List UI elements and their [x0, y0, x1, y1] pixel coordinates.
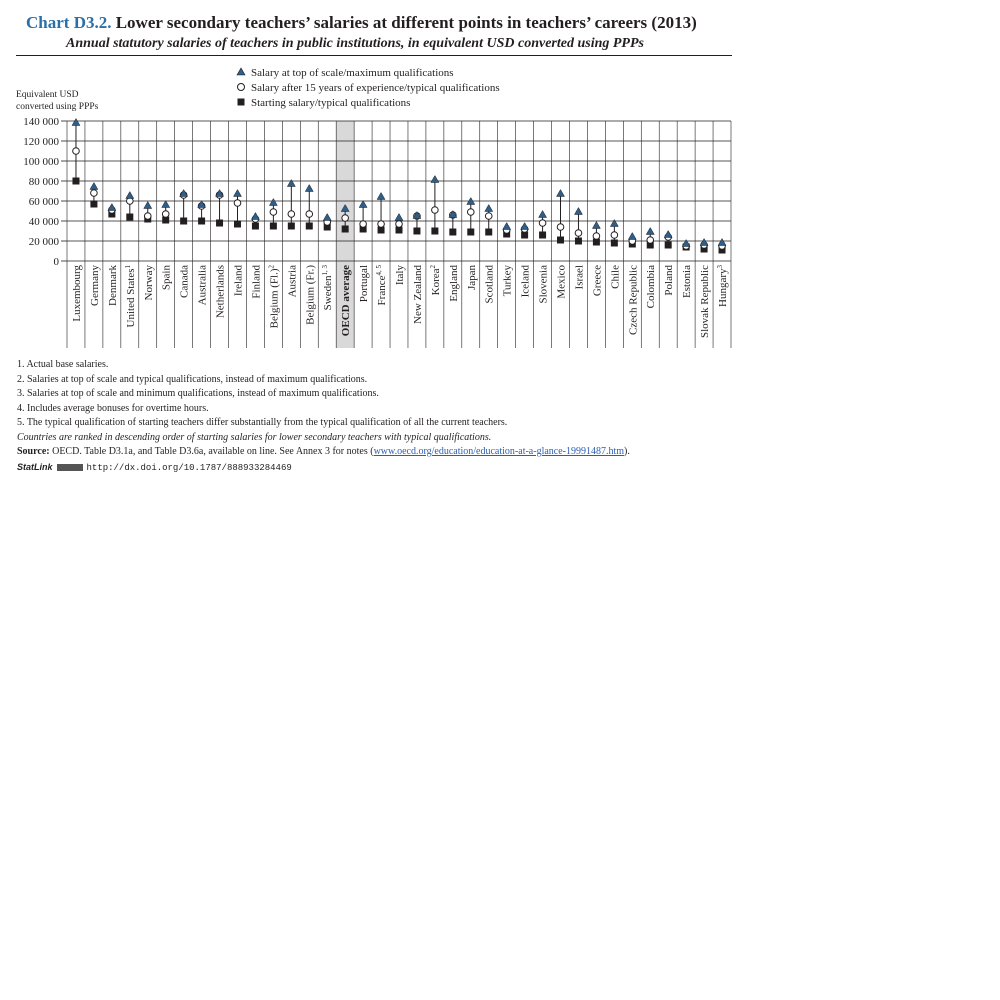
category-label: Denmark	[106, 265, 119, 306]
source-line	[17, 445, 630, 460]
marker-15-years	[91, 190, 98, 197]
marker-top-of-scale	[162, 201, 170, 208]
source-link[interactable]: www.oecd.org/education/education-at-a-glance-19991487.htm	[373, 446, 625, 457]
marker-starting-salary	[665, 242, 672, 249]
marker-top-of-scale	[682, 240, 690, 247]
category-label: England	[447, 265, 460, 302]
note-4: 4. Includes average bonuses for overtime hours.	[17, 402, 209, 414]
marker-top-of-scale	[287, 180, 295, 187]
category-label: Ireland	[232, 265, 245, 297]
marker-top-of-scale	[646, 228, 654, 235]
category-label: OECD average	[340, 265, 353, 337]
category-label: Germany	[88, 265, 101, 306]
marker-top-of-scale	[269, 199, 277, 206]
source-text: OECD. Table D3.1a, and Table D3.6a, available on line. See Annex 3 for notes (	[52, 446, 374, 457]
marker-starting-salary	[288, 223, 295, 230]
marker-15-years	[647, 237, 654, 244]
marker-starting-salary	[342, 226, 349, 233]
marker-starting-salary	[126, 214, 133, 221]
category-label: Spain	[160, 265, 173, 291]
marker-15-years	[162, 211, 169, 218]
category-label: Australia	[196, 265, 209, 306]
category-label: Chile	[609, 265, 622, 289]
category-label: Scotland	[483, 265, 496, 304]
marker-starting-salary	[72, 178, 79, 185]
chart-title-row	[26, 13, 697, 33]
statlink-logo-icon	[57, 464, 83, 471]
note-5: 5. The typical qualification of starting teachers differ substantially from the typical qualification of all the current teachers.	[17, 417, 508, 428]
marker-15-years	[360, 221, 367, 228]
y-tick-label: 140 000	[23, 116, 59, 128]
category-label: Poland	[663, 265, 676, 296]
marker-top-of-scale	[557, 190, 565, 197]
y-axis-title: Equivalent USD converted using PPPs	[16, 90, 99, 112]
category-label: Iceland	[519, 265, 532, 298]
category-label: Norway	[142, 265, 155, 301]
chart-subtitle: Annual statutory salaries of teachers in public institutions, in equivalent USD converted using PPPs	[66, 36, 644, 51]
marker-top-of-scale	[359, 201, 367, 208]
category-label: Luxembourg	[70, 265, 83, 322]
marker-15-years	[485, 213, 492, 220]
marker-top-of-scale	[503, 223, 511, 230]
marker-starting-salary	[252, 223, 259, 230]
category-label: Mexico	[555, 265, 568, 299]
marker-top-of-scale	[700, 239, 708, 246]
chart-notes	[17, 358, 630, 475]
title-divider	[16, 55, 732, 56]
statlink-url[interactable]: http://dx.doi.org/10.1787/888933284469	[86, 462, 292, 473]
y-tick-label: 0	[53, 256, 59, 268]
y-tick-label: 60 000	[28, 196, 59, 208]
marker-top-of-scale	[72, 119, 80, 126]
category-label: Belgium (Fr.)	[304, 265, 317, 325]
marker-top-of-scale	[251, 213, 259, 220]
marker-top-of-scale	[592, 222, 600, 229]
legend-label: Salary after 15 years of experience/typical qualifications	[251, 82, 500, 94]
marker-15-years	[593, 233, 600, 240]
marker-15-years	[73, 148, 80, 155]
category-label: Finland	[250, 265, 263, 299]
marker-15-years	[306, 211, 313, 218]
marker-top-of-scale	[485, 205, 493, 212]
marker-starting-salary	[539, 232, 546, 239]
y-tick-label: 100 000	[23, 156, 59, 168]
marker-15-years	[288, 211, 295, 218]
category-label: Korea$^2$	[428, 265, 442, 296]
category-label: Japan	[465, 265, 478, 291]
marker-top-of-scale	[323, 214, 331, 221]
category-label: Sweden$^{1, 3}$	[321, 265, 335, 311]
marker-15-years	[539, 220, 546, 227]
legend-triangle-icon	[237, 68, 245, 75]
marker-top-of-scale	[628, 233, 636, 240]
category-label: United States$^1$	[123, 265, 137, 328]
chart-number: Chart D3.2.	[26, 13, 112, 32]
marker-top-of-scale	[126, 192, 134, 199]
marker-top-of-scale	[90, 183, 98, 190]
marker-starting-salary	[180, 218, 187, 225]
marker-starting-salary	[306, 223, 313, 230]
category-label: Hungary$^3$	[716, 265, 730, 307]
category-label: Estonia	[681, 265, 694, 298]
marker-15-years	[611, 232, 618, 239]
marker-top-of-scale	[108, 204, 116, 211]
category-label: Czech Republic	[627, 265, 640, 335]
marker-top-of-scale	[233, 190, 241, 197]
ranking-note: Countries are ranked in descending order of starting salaries for lower secondary teachers with typical qualifications.	[17, 431, 492, 443]
marker-starting-salary	[467, 229, 474, 236]
marker-starting-salary	[198, 218, 205, 225]
marker-top-of-scale	[395, 214, 403, 221]
marker-15-years	[342, 215, 349, 222]
marker-top-of-scale	[377, 193, 385, 200]
y-tick-label: 20 000	[28, 236, 59, 248]
statlink-line	[17, 460, 630, 476]
marker-top-of-scale	[521, 223, 529, 230]
marker-top-of-scale	[144, 202, 152, 209]
statlink-label: StatLink	[17, 461, 53, 472]
category-label: Austria	[286, 265, 299, 298]
marker-top-of-scale	[610, 220, 618, 227]
category-label: Belgium $(Fl.)^2$	[267, 265, 281, 329]
marker-starting-salary	[216, 220, 223, 227]
marker-top-of-scale	[718, 239, 726, 246]
marker-starting-salary	[90, 201, 97, 208]
marker-starting-salary	[485, 229, 492, 236]
marker-starting-salary	[431, 228, 438, 235]
marker-15-years	[575, 230, 582, 237]
y-tick-label: 120 000	[23, 136, 59, 148]
chart-title: Lower secondary teachers’ salaries at different points in teachers’ careers (2013)	[115, 13, 697, 32]
marker-15-years	[432, 207, 439, 214]
category-label: Portugal	[358, 265, 371, 303]
marker-starting-salary	[611, 240, 618, 247]
marker-starting-salary	[575, 238, 582, 245]
chart	[0, 0, 1000, 360]
category-label: Canada	[178, 265, 191, 298]
category-label: Italy	[394, 265, 406, 286]
source-end: ).	[624, 446, 630, 457]
marker-top-of-scale	[305, 185, 313, 192]
category-label: Greece	[591, 265, 604, 297]
marker-15-years	[467, 209, 474, 216]
marker-starting-salary	[234, 221, 241, 228]
marker-15-years	[378, 221, 385, 228]
category-label: Slovenia	[537, 265, 550, 304]
marker-15-years	[557, 224, 564, 231]
note-3: 3. Salaries at top of scale and minimum qualifications, instead of maximum qualifications.	[17, 388, 379, 399]
y-tick-label: 80 000	[28, 176, 59, 188]
marker-top-of-scale	[664, 231, 672, 238]
category-label: France$^{4, 5}$	[375, 265, 389, 306]
marker-15-years	[234, 200, 241, 207]
marker-top-of-scale	[539, 211, 547, 218]
note-2: 2. Salaries at top of scale and typical qualifications, instead of maximum qualifications.	[17, 373, 368, 385]
category-label: New Zealand	[411, 265, 424, 324]
note-1: 1. Actual base salaries.	[17, 359, 109, 370]
marker-15-years	[144, 213, 151, 220]
marker-starting-salary	[270, 223, 277, 230]
category-label: Israel	[573, 265, 586, 290]
marker-15-years	[270, 209, 277, 216]
legend-square-icon	[238, 99, 245, 106]
legend-label: Salary at top of scale/maximum qualifications	[251, 67, 454, 79]
marker-top-of-scale	[431, 176, 439, 183]
legend-label: Starting salary/typical qualifications	[251, 97, 411, 109]
legend-circle-icon	[238, 84, 245, 91]
category-label: Turkey	[501, 265, 514, 297]
category-label: Netherlands	[214, 265, 227, 319]
y-tick-label: 40 000	[28, 216, 59, 228]
marker-starting-salary	[413, 228, 420, 235]
marker-starting-salary	[449, 229, 456, 236]
marker-top-of-scale	[574, 208, 582, 215]
category-label: Colombia	[645, 265, 658, 309]
marker-15-years	[396, 221, 403, 228]
category-label: Slovak Republic	[699, 265, 712, 339]
marker-starting-salary	[557, 237, 564, 244]
source-label: Source:	[17, 446, 50, 457]
